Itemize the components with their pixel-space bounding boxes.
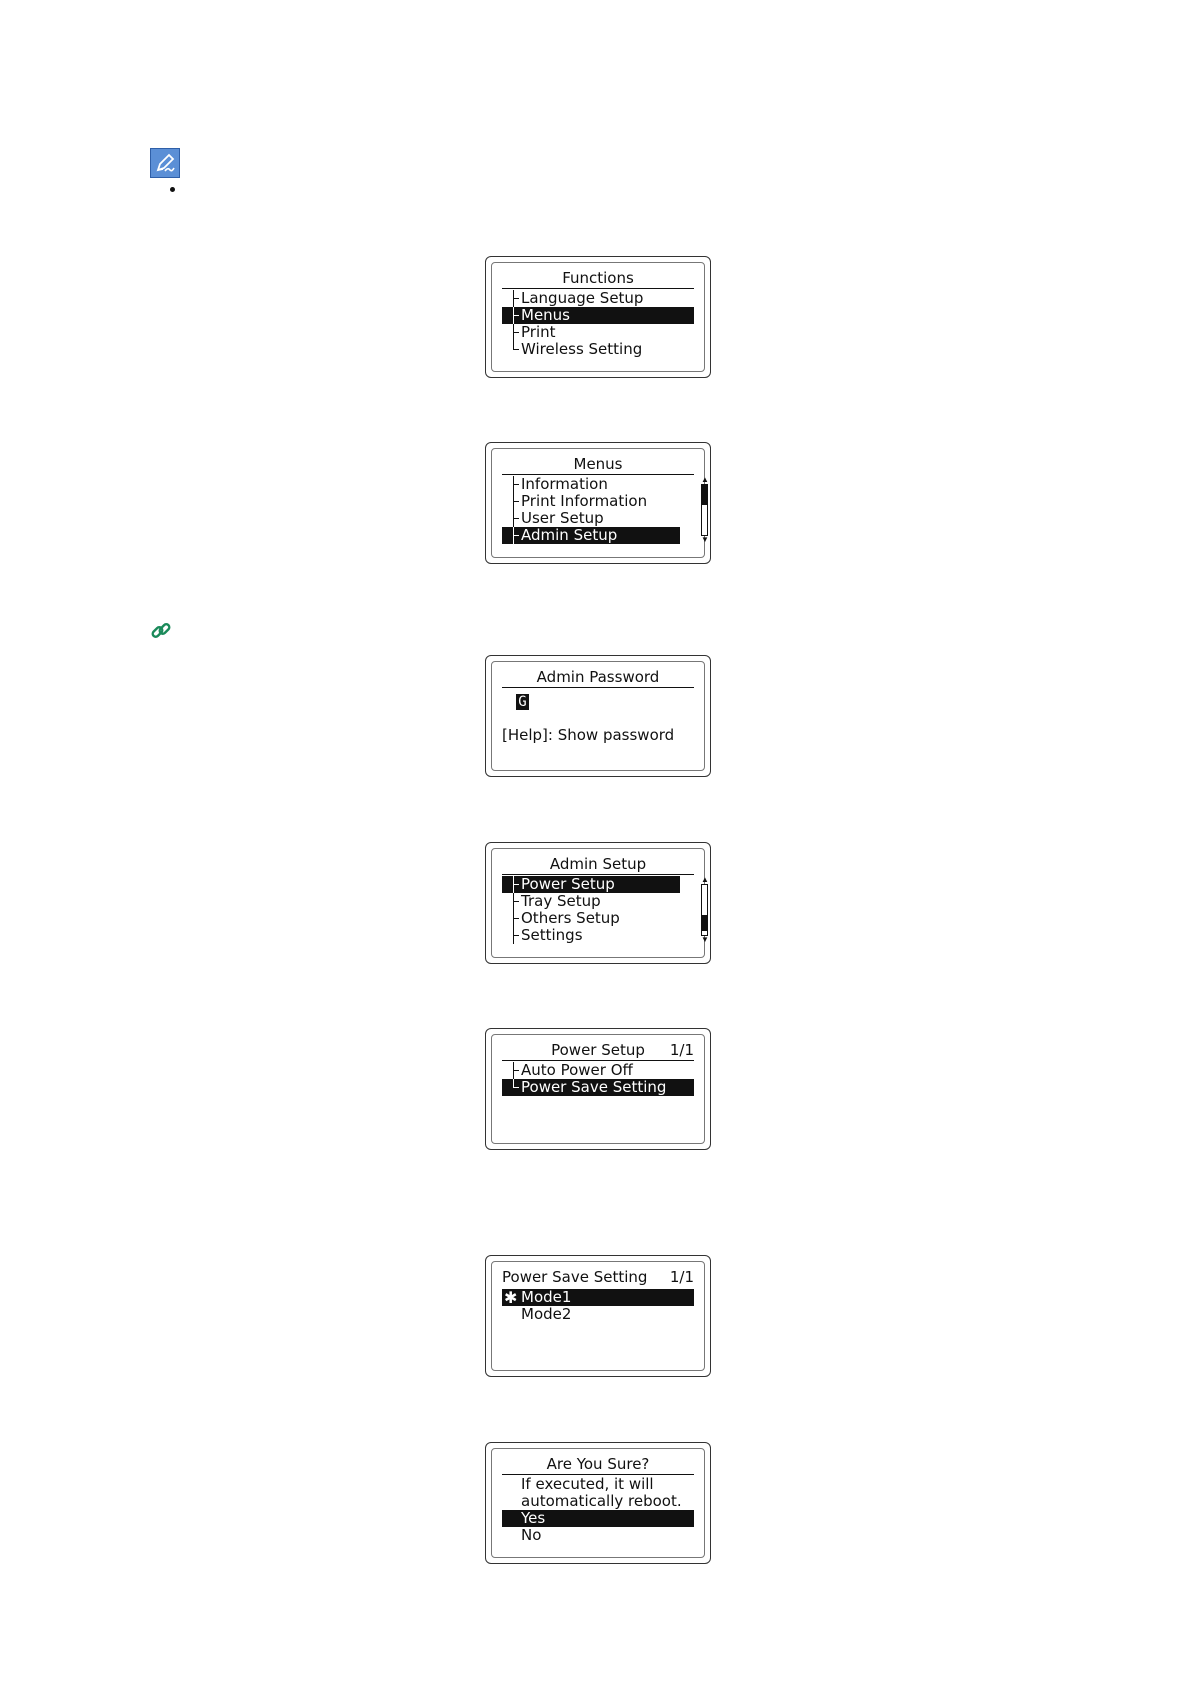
lcd-confirm-screen xyxy=(485,1442,711,1564)
help-text: [Help]: Show password xyxy=(502,726,675,744)
menu-item-power-save-setting[interactable]: Power Save Setting xyxy=(502,1079,694,1096)
page-indicator: 1/1 xyxy=(669,1041,694,1059)
menu-item-auto-power-off[interactable]: Auto Power Off xyxy=(502,1062,694,1079)
scroll-up-arrow-icon: ▲ xyxy=(701,475,709,484)
menu-item-admin-setup[interactable]: Admin Setup xyxy=(502,527,680,544)
lcd-power-setup-screen xyxy=(485,1028,711,1150)
menu-item-language-setup[interactable]: Language Setup xyxy=(502,290,694,307)
menu-item-wireless-setting[interactable]: Wireless Setting xyxy=(502,341,694,358)
lcd-menus-screen xyxy=(485,442,711,564)
password-input[interactable]: G xyxy=(516,694,529,710)
menu-item-print[interactable]: Print xyxy=(502,324,694,341)
lcd-power-save-setting-screen xyxy=(485,1255,711,1377)
note-bullet xyxy=(170,187,175,192)
menu-item-tray-setup[interactable]: Tray Setup xyxy=(502,893,680,910)
menu-item-power-setup[interactable]: Power Setup xyxy=(502,876,680,893)
selected-asterisk-icon: ✱ xyxy=(504,1288,518,1307)
scroll-down-arrow-icon: ▼ xyxy=(701,935,709,944)
confirm-message-line: If executed, it will xyxy=(521,1475,654,1493)
confirm-message-line: automatically reboot. xyxy=(521,1492,682,1510)
menu-item-menus[interactable]: Menus xyxy=(502,307,694,324)
screen-title: Menus xyxy=(573,455,623,473)
menu-item-print-information[interactable]: Print Information xyxy=(502,493,680,510)
yes-option[interactable]: Yes xyxy=(502,1510,694,1527)
lcd-admin-setup-screen xyxy=(485,842,711,964)
link-icon[interactable] xyxy=(150,620,172,642)
lcd-admin-password-screen xyxy=(485,655,711,777)
screen-title: Admin Password xyxy=(536,668,660,686)
screen-title: Power Save Setting 1/1 xyxy=(502,1268,694,1286)
no-option[interactable]: No xyxy=(521,1526,542,1544)
screen-title: Admin Setup xyxy=(549,855,647,873)
menu-item-user-setup[interactable]: User Setup xyxy=(502,510,680,527)
menu-item-settings[interactable]: Settings xyxy=(502,927,680,944)
option-mode2[interactable]: Mode2 xyxy=(521,1305,572,1323)
scroll-down-arrow-icon: ▼ xyxy=(701,535,709,544)
scroll-up-arrow-icon: ▲ xyxy=(701,875,709,884)
page-indicator: 1/1 xyxy=(669,1268,694,1286)
scrollbar[interactable] xyxy=(701,884,708,936)
screen-title: Power Setup 1/1 xyxy=(551,1041,694,1059)
menu-item-information[interactable]: Information xyxy=(502,476,680,493)
screen-title: Are You Sure? xyxy=(546,1455,650,1473)
option-mode1[interactable]: ✱ Mode1 xyxy=(502,1289,694,1306)
memo-pencil-icon xyxy=(150,148,180,178)
menu-item-others-setup[interactable]: Others Setup xyxy=(502,910,680,927)
scrollbar[interactable] xyxy=(701,484,708,536)
lcd-functions-screen xyxy=(485,256,711,378)
screen-title: Functions xyxy=(562,269,634,287)
